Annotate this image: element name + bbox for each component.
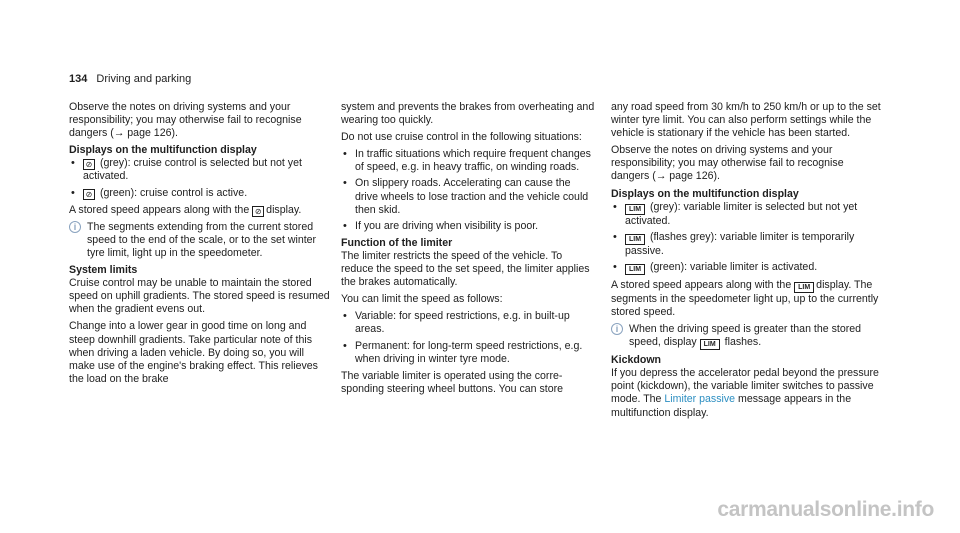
list-item: ⊘ • (green): cruise control is active. — [69, 187, 331, 200]
column-2 — [341, 101, 596, 400]
page-header — [69, 73, 191, 86]
column-3 — [611, 101, 881, 424]
heading-limiter-function: Function of the limiter — [341, 236, 453, 249]
limiter-icon: LIM — [794, 282, 814, 293]
paragraph: Observe the notes on driving systems and your responsibility; you may otherwise fail to recognise dangers (→ page 126). — [69, 101, 302, 140]
display-list — [69, 157, 331, 199]
info-note: i The segments extending from the current stored speed to the end of the scale, or to the set winter tyre limit, light up in the speedometer. — [69, 221, 331, 260]
paragraph: Cruise control may be unable to maintain the stored speed on uphill gradients. The stored speed is resumed when the gradient evens out. — [69, 277, 330, 316]
list-item: • On slippery roads. Accelerating can cause the drive wheels to lose traction and the vehicle could then skid. — [341, 177, 596, 216]
limiter-passive-message: Limiter passive — [664, 393, 736, 406]
paragraph: If you depress the accelerator pedal beyond the pressure point (kickdown), the variable limiter switches to passive mode. The Limiter passive message appears in the multifunction display. — [611, 367, 879, 419]
list-item: • LIM (flashes grey): variable limiter is temporarily passive. — [611, 231, 881, 258]
list-item: • Variable: for speed restrictions, e.g. in built-up areas. — [341, 310, 596, 336]
heading-system-limits: System limits — [69, 264, 138, 277]
paragraph: any road speed from 30 km/h to 250 km/h or up to the set winter tyre limit. You can also perform settings while the vehicle is stationary if the vehicle has been started. — [611, 101, 881, 140]
page-number: 134 — [69, 73, 88, 85]
cruise-control-icon — [252, 206, 264, 217]
heading-displays: Displays on the multifunction display — [69, 144, 257, 157]
paragraph: Change into a lower gear in good time on long and steep downhill gradients. Take particular note of this when driving a laden vehicle. By doing so, you will make use of the engine's braking effect. This relieves the load on the brake — [69, 320, 318, 385]
heading-kickdown: Kickdown — [611, 354, 662, 367]
paragraph: The limiter restricts the speed of the vehicle. To reduce the speed to the set speed, the limiter applies the brakes automatically. — [341, 249, 590, 289]
column-1 — [69, 101, 331, 390]
limiter-icon: LIM — [700, 339, 720, 350]
paragraph: The variable limiter is operated using the corresponding steering wheel buttons. You can store — [341, 369, 564, 395]
situation-list — [341, 148, 596, 233]
limiter-display-list — [611, 201, 881, 275]
watermark: carmanualsonline.info — [717, 498, 934, 521]
list-item: ⊘ • (grey): cruise control is selected but not yet activated. — [69, 157, 331, 183]
list-item: • LIM (grey): variable limiter is selected but not yet activated. — [611, 201, 881, 228]
cruise-control-icon — [83, 189, 95, 200]
limiter-icon: LIM — [625, 204, 645, 215]
list-item: • In traffic situations which require frequent changes of speed, e.g. in heavy traffic, on winding roads. — [341, 148, 596, 174]
paragraph: system and prevents the brakes from overheating and wearing too quickly. — [341, 101, 595, 127]
list-item: • Permanent: for long-term speed restrictions, e.g. when driving in winter tyre mode. — [341, 340, 596, 366]
limiter-icon: LIM — [625, 234, 645, 245]
info-icon — [611, 323, 623, 335]
heading-displays: Displays on the multifunction display — [611, 187, 799, 200]
paragraph: A stored speed appears along with the ⊘ display. — [69, 204, 331, 217]
paragraph: Observe the notes on driving systems and your responsibility; you may otherwise fail to recognise dangers (→ page 126). — [611, 144, 844, 183]
limiter-icon: LIM — [625, 264, 645, 275]
paragraph: You can limit the speed as follows: — [341, 293, 503, 306]
section-title: Driving and parking — [96, 73, 192, 85]
info-note: i When the driving speed is greater than the stored speed, display LIM flashes. — [611, 323, 881, 350]
list-item: • If you are driving when visibility is poor. — [341, 220, 596, 233]
limit-type-list — [341, 310, 596, 365]
paragraph: Do not use cruise control in the following situations: — [341, 131, 582, 144]
cruise-control-icon — [83, 159, 95, 170]
info-icon — [69, 221, 81, 233]
list-item: • LIM (green): variable limiter is activated. — [611, 261, 881, 275]
paragraph: A stored speed appears along with the LIM display. The segments in the speedometer light up, up to the currently stored speed. — [611, 278, 879, 318]
